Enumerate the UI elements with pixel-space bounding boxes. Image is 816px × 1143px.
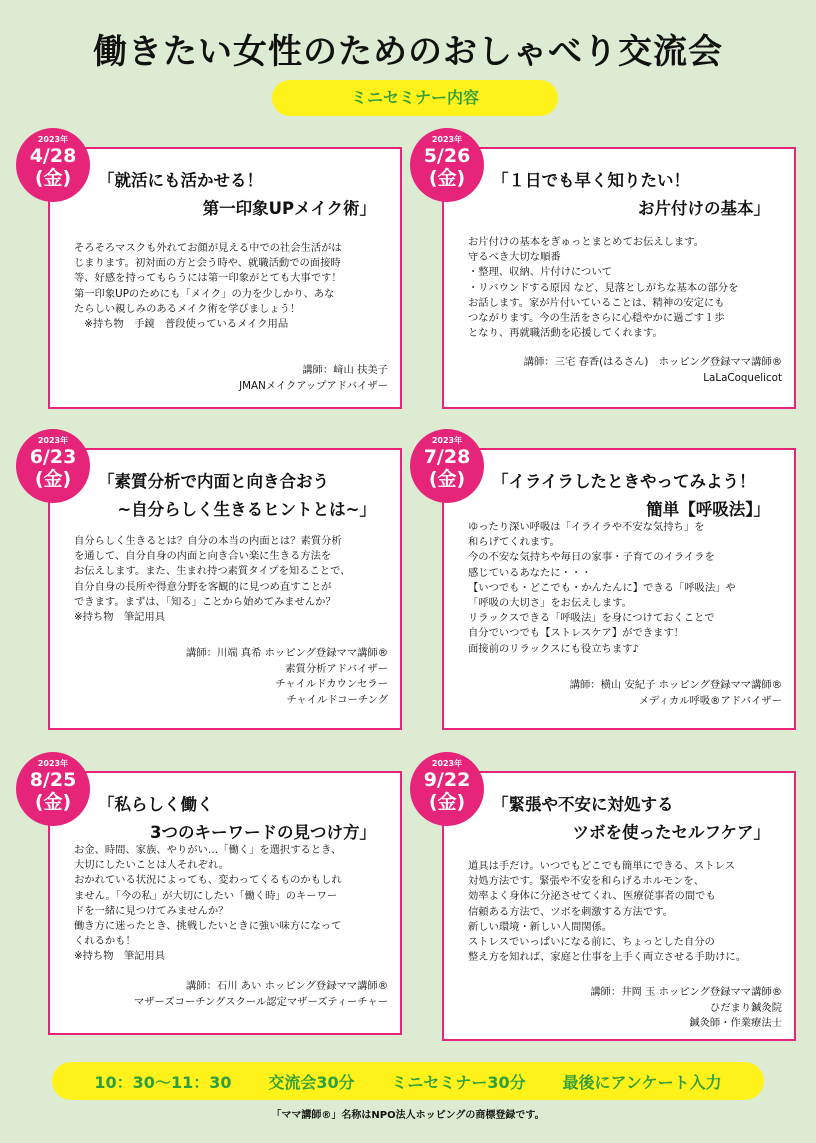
badge-date: 7/28 <box>423 446 471 468</box>
event-description: ゆったり深い呼吸は「イライラや不安な気持ち」を 和らげてくれます。 今の不安な気持ちや毎日の家事・子育てのイライラを 感じているあなたに・・・ 【いつでも・どこでも・かんたんに】できる「呼吸法」や 「呼吸の大切さ」をお伝えします。 リラックスできる「呼吸法」を身につけておくことで 自分でいつでも【ストレスケア】ができます！ 面接前のリラックスにも役立ちます♪ <box>468 521 736 655</box>
event-description: お金、時間、家族、やりがい…「働く」を選択するとき、 大切にしたいことは人それぞれ。 おかれている状況によっても、変わってくるものかもしれ ません。「今の私」が大切にしたい「働く時」のキーワー ドを一緒に見つけてみませんか？ 働き方に迷ったとき、挑戦したいときに強い味方になって くれるかも！ ※持ち物 筆記用具 <box>74 844 342 963</box>
event-lecturer: 講師：石川 あい ホッピング登録ママ講師® マザーズコーチングスクール認定マザーズティーチャー <box>133 980 388 1008</box>
event-card-0728 <box>442 448 796 730</box>
event-heading <box>492 468 784 524</box>
badge-date: 5/26 <box>423 145 471 167</box>
trademark-note: 「ママ講師®」名称はNPO法人ホッピングの商標登録です。 <box>271 1110 545 1121</box>
heading-line-1: 「緊張や不安に対処する <box>492 795 674 814</box>
date-badge <box>410 128 484 202</box>
event-lecturer: 講師：﨑山 扶美子 JMANメイクアップアドバイザー <box>239 364 388 392</box>
event-lecturer: 講師：三宅 春香(はるさん) ホッピング登録ママ講師® LaLaCoquelicot <box>523 356 782 384</box>
badge-year: 2023年 <box>37 759 69 768</box>
badge-year: 2023年 <box>431 135 463 144</box>
subtitle-banner: ミニセミナー内容 <box>272 80 558 116</box>
event-card-0922 <box>442 771 796 1041</box>
badge-year: 2023年 <box>431 436 463 445</box>
date-badge <box>16 429 90 503</box>
event-heading <box>98 468 390 524</box>
badge-date: 9/22 <box>423 769 471 791</box>
badge-year: 2023年 <box>431 759 463 768</box>
badge-weekday: (金) <box>34 791 72 813</box>
badge-date: 6/23 <box>29 446 77 468</box>
schedule-time: 10：30〜11：30 <box>94 1072 232 1092</box>
page-title: 働きたい女性のためのおしゃべり交流会 <box>93 32 723 72</box>
heading-line-1: 「就活にも活かせる！ <box>98 171 263 190</box>
heading-line-1: 「私らしく働く <box>98 795 214 814</box>
schedule-survey: 最後にアンケート入力 <box>562 1072 722 1092</box>
event-lecturer: 講師：川端 真希 ホッピング登録ママ講師® 素質分析アドバイザー チャイルドカウンセラー チャイルドコーチング <box>186 647 388 706</box>
heading-line-1: 「素質分析で内面と向き合おう <box>98 472 329 491</box>
badge-year: 2023年 <box>37 436 69 445</box>
event-description: 道具は手だけ。いつでもどこでも簡単にできる、ストレス 対処方法です。緊張や不安を和らげるホルモンを、 効率よく身体に分泌させてくれ、医療従事者の間でも 信頼ある方法で、ツボを刺激する方法です。 新しい環境・新しい人間関係。 ストレスでいっぱいになる前に、ちょっとした自分の 整え方を知れば、家庭と仕事を上手く両立させる手助けに。 <box>468 860 747 964</box>
event-card-0526 <box>442 147 796 409</box>
heading-line-2: お片付けの基本」 <box>638 199 770 218</box>
date-badge <box>16 752 90 826</box>
schedule-exchange: 交流会30分 <box>268 1072 355 1092</box>
heading-line-1: 「１日でも早く知りたい！ <box>492 171 690 190</box>
badge-date: 4/28 <box>29 145 77 167</box>
event-lecturer: 講師：横山 安紀子 ホッピング登録ママ講師® メディカル呼吸®アドバイザー <box>569 679 782 707</box>
event-description: お片付けの基本をぎゅっとまとめてお伝えします。 守るべき大切な順番 ・整理、収納、片付けについて ・リバウンドする原因 など、見落としがちな基本の部分を お話します。家が片付いていることは、精神の安定にも つながります。今の生活をさらに心穏やかに過ごす１歩 となり、再就職活動を応援してくれます。 <box>468 236 739 340</box>
heading-line-2: 3つのキーワードの見つけ方」 <box>150 823 376 842</box>
schedule-bar <box>52 1062 764 1100</box>
badge-weekday: (金) <box>34 468 72 490</box>
heading-line-2: ~自分らしく生きるヒントとは~」 <box>117 500 376 519</box>
event-card-0623 <box>48 448 402 730</box>
event-lecturer: 講師：井岡 玉 ホッピング登録ママ講師® ひだまり鍼灸院 鍼灸師・作業療法士 <box>590 986 782 1029</box>
event-heading <box>492 167 784 223</box>
heading-line-2: 第一印象UPメイク術」 <box>202 199 376 218</box>
event-description: そろそろマスクも外れてお顔が見える中での社会生活がは じまります。初対面の方と会う時や、就職活動での面接時 等、好感を持ってもらうには第一印象がとても大事です！ 第一印象UPのためにも「メイク」の力を少しかり、あな たらしい親しみのあるメイク術を学びましょう！ ※持ち物 手鏡 普段使っているメイク用品 <box>74 242 342 331</box>
date-badge <box>410 429 484 503</box>
badge-weekday: (金) <box>428 468 466 490</box>
badge-weekday: (金) <box>34 167 72 189</box>
event-heading <box>492 791 784 847</box>
heading-line-1: 「イライラしたときやってみよう！ <box>492 472 756 491</box>
heading-line-2: 簡単【呼吸法】」 <box>646 500 770 519</box>
event-description: 自分らしく生きるとは？自分の本当の内面とは？素質分析 を通して、自分自身の内面と向き合い楽に生きる方法を お伝えします。また、生まれ持つ素質タイプを知ることで、 自分自身の長所や得意分野を客観的に見つめ直すことが できます。まずは、「知る」ことから始めてみませんか？ ※持ち物 筆記用具 <box>74 535 351 624</box>
badge-weekday: (金) <box>428 791 466 813</box>
schedule-seminar: ミニセミナー30分 <box>391 1072 526 1092</box>
heading-line-2: ツボを使ったセルフケア」 <box>572 823 770 842</box>
date-badge <box>410 752 484 826</box>
event-card-0825 <box>48 771 402 1035</box>
event-heading <box>98 791 390 847</box>
event-card-0428 <box>48 147 402 409</box>
event-heading <box>98 167 390 223</box>
badge-weekday: (金) <box>428 167 466 189</box>
badge-year: 2023年 <box>37 135 69 144</box>
badge-date: 8/25 <box>29 769 77 791</box>
date-badge <box>16 128 90 202</box>
